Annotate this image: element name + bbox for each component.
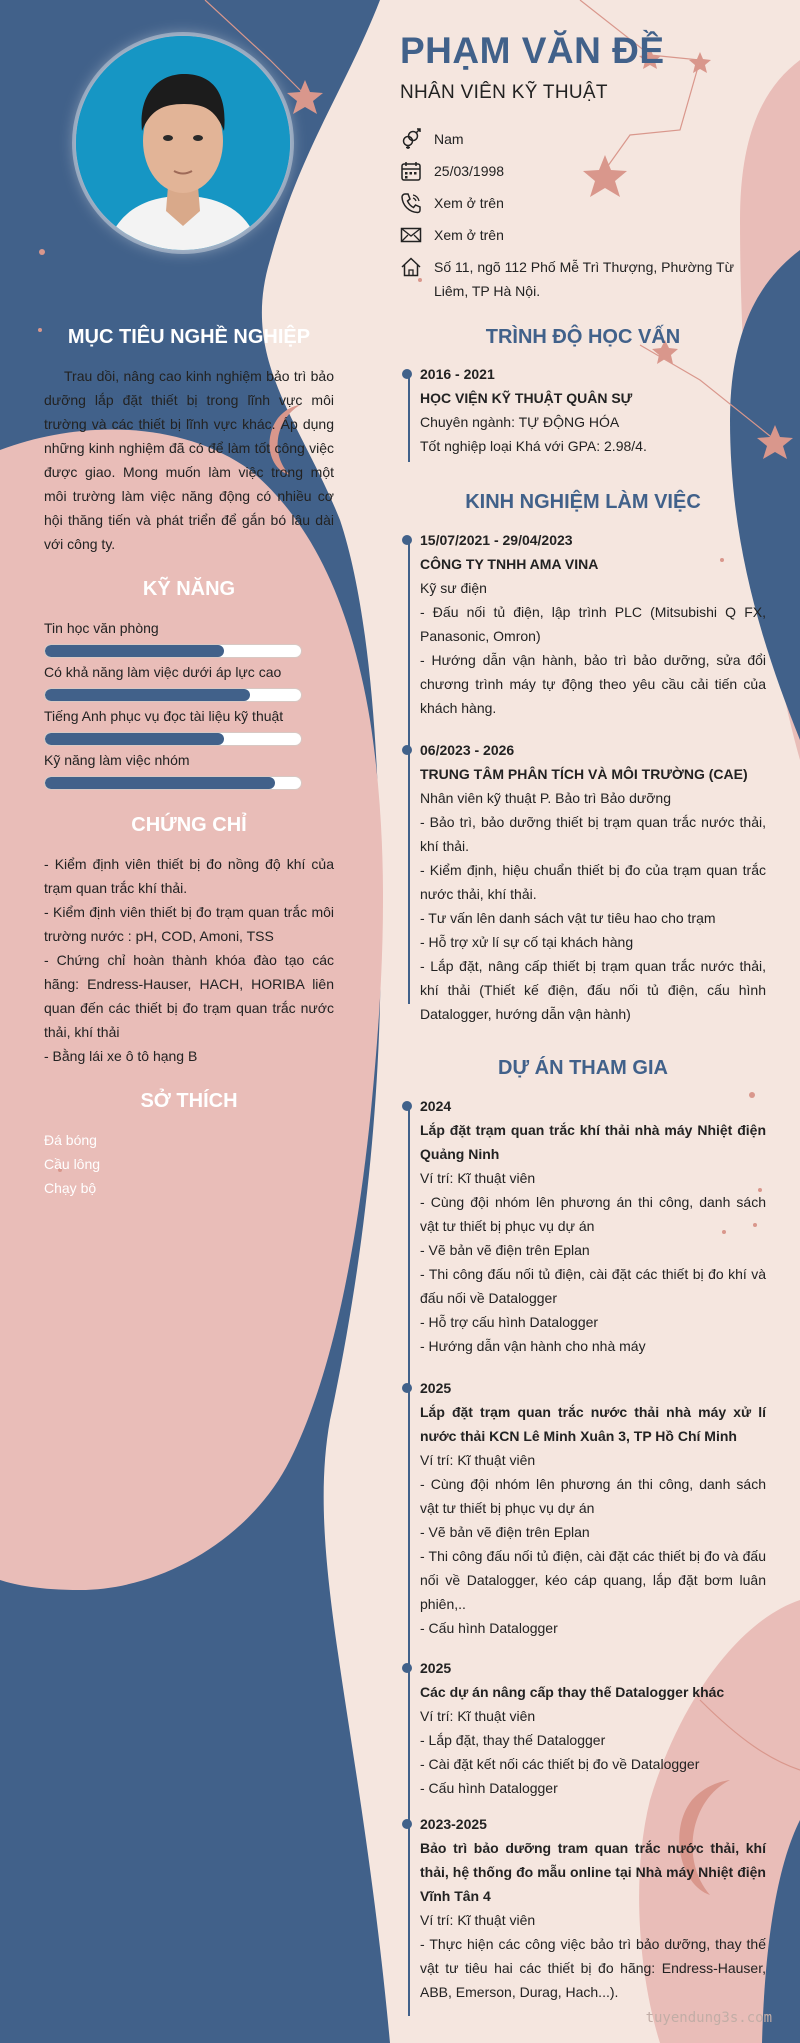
- entry-line: - Kiểm định, hiệu chuẩn thiết bị đo của trạm quan trắc nước thải, khí thải.: [420, 862, 766, 902]
- address-value: Số 11, ngõ 112 Phố Mễ Trì Thượng, Phường Từ Liêm, TP Hà Nội.: [434, 259, 734, 299]
- project-entry: [420, 1656, 766, 1800]
- skill-bar: [44, 688, 302, 702]
- skill-label: Tiếng Anh phục vụ đọc tài liệu kỹ thuật: [44, 708, 284, 724]
- certificate-item: - Bằng lái xe ô tô hạng B: [44, 1048, 198, 1064]
- phone-icon: [400, 192, 422, 214]
- entry-line: - Cấu hình Datalogger: [420, 1780, 558, 1796]
- education-timeline: [408, 372, 410, 462]
- experience-heading: KINH NGHIỆM LÀM VIỆC: [465, 491, 701, 513]
- entry-line: - Cấu hình Datalogger: [420, 1620, 558, 1636]
- profile-photo: [76, 36, 290, 250]
- entry-line: - Thực hiện các công việc bảo trì bảo dưỡng, thay thế vật tư tiêu hai các thiết bị đo hãng: Endress-Hauser, ABB, Emerson, Durag, Hach...).: [420, 1936, 766, 2000]
- entry-line: Ví trí: Kĩ thuật viên: [420, 1912, 536, 1928]
- timeline-dot: [402, 1101, 412, 1111]
- timeline-dot: [402, 1383, 412, 1393]
- gender-value: Nam: [434, 131, 464, 147]
- projects-timeline: [408, 1104, 410, 2016]
- entry-line: - Hướng dẫn vận hành cho nhà máy: [420, 1338, 646, 1354]
- skill-bar-fill: [45, 777, 275, 789]
- certificates-list: [44, 852, 334, 1068]
- birthday-value: 25/03/1998: [434, 163, 505, 179]
- entry-line: - Lắp đặt, nâng cấp thiết bị trạm quan trắc nước thải, khí thải (Thiết kế điện, đấu nối tủ điện, cấu hình Datalogger, hướng dẫn vận hành): [420, 958, 766, 1022]
- portrait-illustration: [76, 36, 290, 250]
- gender-icon: [400, 128, 422, 150]
- entry-period: 2025: [420, 1380, 452, 1396]
- contact-email: [400, 223, 780, 247]
- hobby-item: Cầu lông: [44, 1156, 101, 1172]
- skill-item: [44, 706, 302, 746]
- timeline-dot: [402, 1663, 412, 1673]
- skills-heading: KỸ NĂNG: [142, 578, 236, 600]
- contact-phone: [400, 191, 780, 215]
- job-title: NHÂN VIÊN KỸ THUẬT: [400, 82, 608, 103]
- entry-line: - Hướng dẫn vận hành, bảo trì bảo dưỡng, sửa đổi chương trình máy tự động theo yêu cầu cải tiến của khách hàng.: [420, 652, 766, 716]
- entry-period: 2016 - 2021: [420, 366, 495, 382]
- entry-title: Lắp đặt trạm quan trắc nước thải nhà máy xử lí nước thải KCN Lê Minh Xuân 3, TP Hồ Chí Minh: [420, 1404, 766, 1444]
- timeline-dot: [402, 369, 412, 379]
- skill-bar-fill: [45, 645, 224, 657]
- entry-line: - Thi công đấu nối tủ điện, cài đặt các thiết bị đo và đấu nối về Datalogger, kéo cáp quang, lắp đặt bơm luân phiên,..: [420, 1548, 766, 1612]
- entry-period: 2025: [420, 1660, 452, 1676]
- certificates-heading: CHỨNG CHỈ: [131, 814, 247, 836]
- hobbies-heading: SỞ THÍCH: [140, 1090, 238, 1112]
- entry-line: - Vẽ bản vẽ điện trên Eplan: [420, 1242, 590, 1258]
- timeline-dot: [402, 535, 412, 545]
- entry-line: Ví trí: Kĩ thuật viên: [420, 1452, 536, 1468]
- entry-period: 06/2023 - 2026: [420, 742, 515, 758]
- skill-bar-fill: [45, 733, 224, 745]
- home-icon: [400, 256, 422, 278]
- projects-heading: DỰ ÁN THAM GIA: [498, 1057, 668, 1079]
- entry-line: - Thi công đấu nối tủ điện, cài đặt các thiết bị đo khí và đấu nối về Datalogger: [420, 1266, 766, 1306]
- email-value: Xem ở trên: [434, 227, 504, 243]
- skill-label: Kỹ năng làm việc nhóm: [44, 752, 190, 768]
- entry-line: - Cùng đội nhóm lên phương án thi công, danh sách vật tư thiết bị phục vụ dự án: [420, 1476, 766, 1516]
- timeline-dot: [402, 1819, 412, 1829]
- entry-line: Kỹ sư điện: [420, 580, 487, 596]
- skill-bar: [44, 776, 302, 790]
- entry-line: - Vẽ bản vẽ điện trên Eplan: [420, 1524, 590, 1540]
- entry-org: TRUNG TÂM PHÂN TÍCH VÀ MÔI TRƯỜNG (CAE): [420, 766, 748, 782]
- experience-entry: [420, 528, 766, 720]
- entry-line: - Bảo trì, bảo dưỡng thiết bị trạm quan trắc nước thải, khí thải.: [420, 814, 766, 854]
- entry-line: - Lắp đặt, thay thế Datalogger: [420, 1732, 606, 1748]
- watermark: tuyendung3s.com: [645, 2010, 772, 2026]
- contact-birthday: [400, 159, 780, 183]
- entry-line: - Tư vấn lên danh sách vật tư tiêu hao cho trạm: [420, 910, 716, 926]
- objective-heading: MỤC TIÊU NGHỀ NGHIỆP: [67, 326, 311, 348]
- skill-label: Có khả năng làm việc dưới áp lực cao: [44, 664, 282, 680]
- entry-org: CÔNG TY TNHH AMA VINA: [420, 556, 599, 572]
- contact-address: [400, 255, 766, 303]
- hobbies-list: [44, 1128, 100, 1200]
- experience-entry: [420, 738, 766, 1026]
- entry-title: Bảo trì bảo dưỡng tram quan trắc nước thải, khí thải, hệ thống đo mẫu online tại Nhà máy Nhiệt điện Vĩnh Tân 4: [420, 1840, 766, 1904]
- hobby-item: Đá bóng: [44, 1132, 97, 1148]
- entry-line: Nhân viên kỹ thuật P. Bảo trì Bảo dưỡng: [420, 790, 672, 806]
- timeline-dot: [402, 745, 412, 755]
- skill-item: [44, 662, 302, 702]
- entry-period: 2023-2025: [420, 1816, 487, 1832]
- entry-line: - Hỗ trợ cấu hình Datalogger: [420, 1314, 599, 1330]
- project-entry: [420, 1812, 766, 2004]
- entry-title: Lắp đặt trạm quan trắc khí thải nhà máy Nhiệt điện Quảng Ninh: [420, 1122, 766, 1162]
- entry-period: 2024: [420, 1098, 452, 1114]
- entry-line: Ví trí: Kĩ thuật viên: [420, 1708, 536, 1724]
- project-entry: [420, 1094, 766, 1358]
- skill-item: [44, 618, 302, 658]
- entry-org: HỌC VIỆN KỸ THUẬT QUÂN SỰ: [420, 390, 633, 406]
- entry-line: Ví trí: Kĩ thuật viên: [420, 1170, 536, 1186]
- entry-line: Tốt nghiệp loại Khá với GPA: 2.98/4.: [420, 438, 647, 454]
- skill-item: [44, 750, 302, 790]
- education-entry: [420, 362, 766, 458]
- certificate-item: - Chứng chỉ hoàn thành khóa đào tạo các hãng: Endress-Hauser, HACH, HORIBA liên quan đến các thiết bị đo trạm quan trắc nước thải, khí thải: [44, 952, 334, 1040]
- objective-text: Trau dồi, nâng cao kinh nghiệm bảo trì bảo dưỡng lắp đặt thiết bị trong lĩnh vực môi trường và các thiết bị lĩnh vực khác. Áp dụng những kinh nghiệm đã có để làm tốt công việc được giao. Mong muốn làm việc trong một môi trường làm việc năng động có nhiều cơ hội thăng tiến và phát triển để gắn bó lâu dài với công ty.: [44, 368, 334, 552]
- candidate-name: PHẠM VĂN ĐỀ: [400, 30, 665, 71]
- calendar-icon: [400, 160, 422, 182]
- entry-line: Chuyên ngành: TỰ ĐỘNG HÓA: [420, 414, 620, 430]
- entry-title: Các dự án nâng cấp thay thế Datalogger khác: [420, 1684, 725, 1700]
- experience-timeline: [408, 538, 410, 1004]
- skill-label: Tin học văn phòng: [44, 620, 159, 636]
- mail-icon: [400, 224, 422, 246]
- education-heading: TRÌNH ĐỘ HỌC VẤN: [485, 326, 681, 348]
- entry-period: 15/07/2021 - 29/04/2023: [420, 532, 573, 548]
- entry-line: - Cài đặt kết nối các thiết bị đo về Datalogger: [420, 1756, 700, 1772]
- certificate-item: - Kiểm định viên thiết bị đo nồng độ khí của trạm quan trắc khí thải.: [44, 856, 334, 896]
- entry-line: - Cùng đội nhóm lên phương án thi công, danh sách vật tư thiết bị phục vụ dự án: [420, 1194, 766, 1234]
- skill-bar: [44, 732, 302, 746]
- certificate-item: - Kiểm định viên thiết bị đo trạm quan trắc môi trường nước : pH, COD, Amoni, TSS: [44, 904, 334, 944]
- contact-gender: [400, 127, 780, 151]
- hobby-item: Chạy bộ: [44, 1180, 97, 1196]
- skill-bar-fill: [45, 689, 250, 701]
- entry-line: - Đấu nối tủ điện, lập trình PLC (Mitsubishi Q FX, Panasonic, Omron): [420, 604, 766, 644]
- entry-line: - Hỗ trợ xử lí sự cố tại khách hàng: [420, 934, 634, 950]
- phone-value: Xem ở trên: [434, 195, 504, 211]
- skill-bar: [44, 644, 302, 658]
- project-entry: [420, 1376, 766, 1640]
